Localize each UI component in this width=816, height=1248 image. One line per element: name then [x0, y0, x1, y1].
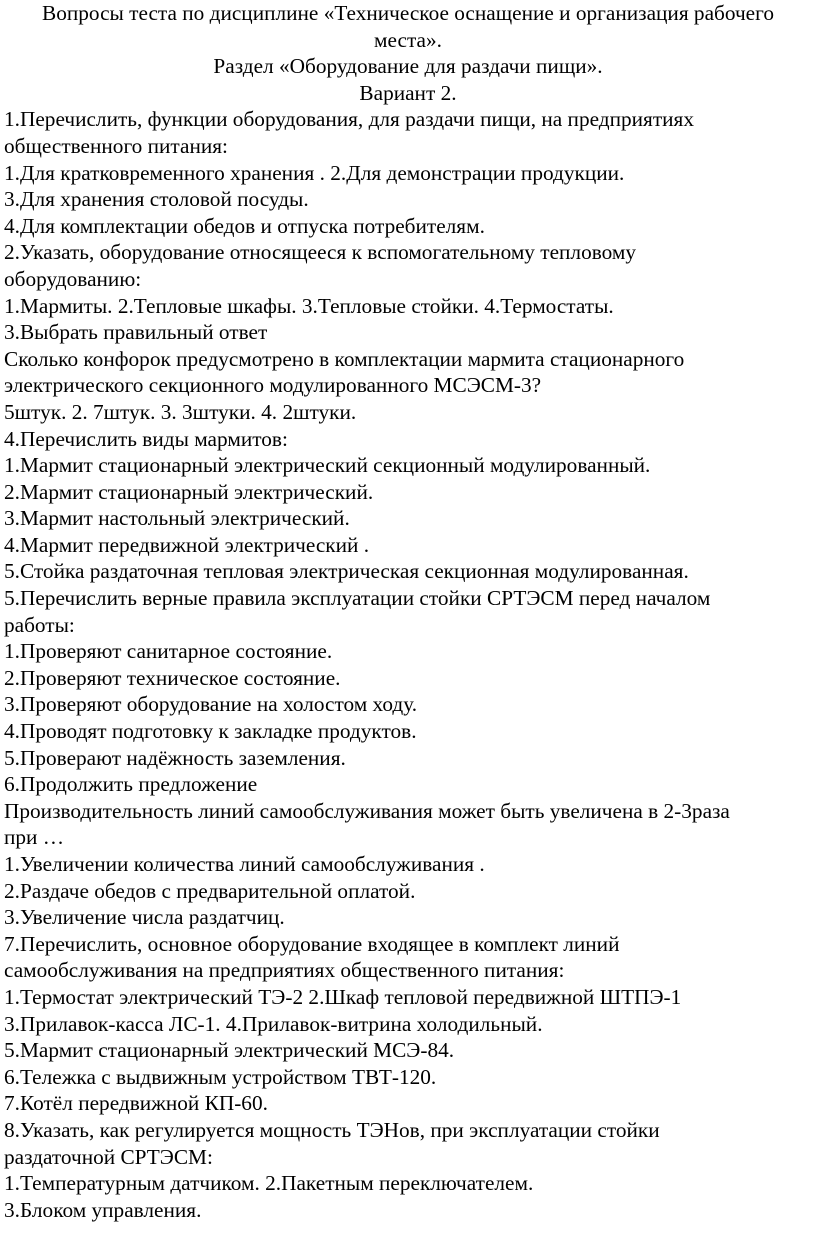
question-block [4, 239, 812, 319]
question-block [4, 585, 812, 771]
question-line: 1.Термостат электрический ТЭ-2 2.Шкаф тепловой передвижной ШТПЭ-1 [4, 984, 682, 1009]
question-line: Производительность линий самообслуживания может быть увеличена в 2-3раза [4, 798, 730, 823]
question-line: 1.Температурным датчиком. 2.Пакетным переключателем. [4, 1171, 534, 1196]
question-block [4, 1117, 812, 1223]
question-block [4, 319, 812, 425]
question-line: 3.Прилавок-касса ЛС-1. 4.Прилавок-витрина холодильный. [4, 1011, 543, 1036]
question-line: электрического секционного модулированного МСЭСМ-3? [4, 373, 542, 398]
question-line: 4.Мармит передвижной электрический . [4, 532, 370, 557]
question-line: Сколько конфорок предусмотрено в комплектации мармита стационарного [4, 346, 685, 371]
question-line: 4.Для комплектации обедов и отпуска потребителям. [4, 213, 485, 238]
question-line: 3.Мармит настольный электрический. [4, 506, 350, 531]
question-line: 5.Мармит стационарный электрический МСЭ-84. [4, 1038, 455, 1063]
document-header [4, 0, 812, 106]
question-line: 1.Увеличении количества линий самообслуживания . [4, 852, 485, 876]
question-line: раздаточной СРТЭСМ: [4, 1144, 213, 1169]
question-text: 5.Перечислить верные правила эксплуатации стойки СРТЭСМ перед началом [4, 586, 711, 611]
title-line-1: Вопросы теста по дисциплине «Техническое оснащение и организация рабочего [42, 1, 774, 25]
question-line: 5.Проверают надёжность заземления. [4, 745, 346, 770]
question-text: 7.Перечислить, основное оборудование входящее в комплект линий [4, 931, 620, 956]
question-line: 5.Стойка раздаточная тепловая электрическая секционная модулированная. [4, 559, 689, 584]
question-block [4, 771, 812, 931]
question-text: 6.Продолжить предложение [4, 772, 258, 797]
question-text: 1.Перечислить, функции оборудования, для раздачи пищи, на предприятиях [4, 107, 694, 132]
section-title: Раздел «Оборудование для раздачи пищи». [213, 54, 603, 79]
question-line: 2.Раздаче обедов с предварительной оплатой. [4, 878, 416, 903]
variant-label: Вариант 2. [359, 80, 457, 105]
question-list [4, 106, 812, 1223]
question-line: 3.Блоком управления. [4, 1197, 202, 1222]
question-line: при … [4, 825, 65, 850]
question-line: 5штук. 2. 7штук. 3. 3штуки. 4. 2штуки. [4, 399, 357, 424]
question-line: 3.Увеличение числа раздатчиц. [4, 905, 285, 930]
question-line: 1.Для кратковременного хранения . 2.Для демонстрации продукции. [4, 160, 625, 185]
title-line-2: места». [374, 27, 442, 52]
question-line: 1.Проверяют санитарное состояние. [4, 639, 333, 664]
question-text: 2.Указать, оборудование относящееся к вспомогательному тепловому [4, 240, 636, 265]
question-line: работы: [4, 612, 75, 637]
question-line: 1.Мармит стационарный электрический секционный модулированный. [4, 453, 651, 478]
question-line: оборудованию: [4, 266, 142, 291]
question-line: самообслуживания на предприятиях общественного питания: [4, 958, 565, 983]
question-line: 7.Котёл передвижной КП-60. [4, 1091, 268, 1116]
question-block [4, 426, 812, 586]
question-text: 3.Выбрать правильный ответ [4, 320, 268, 345]
question-text: 8.Указать, как регулируется мощность ТЭНов, при эксплуатации стойки [4, 1117, 660, 1142]
question-line: 2.Мармит стационарный электрический. [4, 479, 374, 504]
question-line: 3.Проверяют оборудование на холостом ходу. [4, 692, 418, 717]
question-line: 3.Для хранения столовой посуды. [4, 187, 309, 212]
question-block [4, 106, 812, 239]
question-line: 4.Проводят подготовку к закладке продуктов. [4, 719, 417, 744]
question-line: 6.Тележка с выдвижным устройством ТВТ-120. [4, 1064, 437, 1089]
question-line: общественного питания: [4, 133, 228, 158]
question-block [4, 931, 812, 1117]
question-text: 4.Перечислить виды мармитов: [4, 426, 288, 451]
document-page [4, 0, 812, 1223]
question-line: 1.Мармиты. 2.Тепловые шкафы. 3.Тепловые стойки. 4.Термостаты. [4, 293, 614, 318]
question-line: 2.Проверяют техническое состояние. [4, 665, 341, 690]
